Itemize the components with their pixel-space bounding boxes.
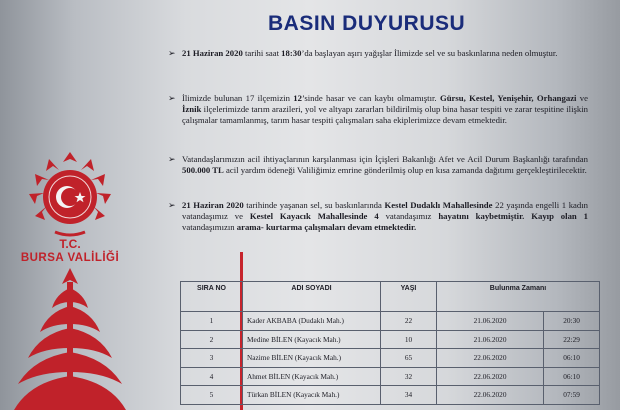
text: ilçelerimizde tarım arazileri, yol ve altyapı zararları bildirilmiş olup bina hasar tespiti ve zarar tespitine ilişkin çalışmalar tamamlanmış, tarım hasar tespiti çalışmaları saha ekiplerimizce devam etmektedir.	[182, 104, 588, 125]
bold-text: Gürsu, Kestel, Yenişehir, Orhangazi	[439, 93, 577, 103]
paragraph-text	[168, 154, 588, 176]
cell-adi-soyadi: Nazime BİLEN (Kayacık Mah.)	[243, 349, 381, 368]
cell-sira-no: 3	[181, 349, 243, 368]
cell-yasi: 65	[381, 349, 437, 368]
text: Vatandaşlarımızın acil ihtiyaçlarının karşılanması için İçişleri Bakanlığı Afet ve Acil Durum Başkanlığı tarafından	[182, 154, 588, 164]
cell-date: 22.06.2020	[437, 349, 544, 368]
cell-time: 06:10	[544, 367, 600, 386]
table-row	[181, 349, 600, 368]
paragraph-text	[168, 93, 588, 126]
bold-text: Kestel Dudaklı Mahallesinde	[384, 200, 493, 210]
sidebar	[0, 0, 150, 410]
text: vatandaşımızın	[182, 222, 237, 232]
org-line-tc: T.C.	[59, 237, 81, 251]
bold-text: 18:30	[281, 48, 302, 58]
cell-yasi: 34	[381, 386, 437, 405]
bold-text: 21 Haziran 2020	[182, 48, 243, 58]
cell-time: 07:59	[544, 386, 600, 405]
cell-yasi: 32	[381, 367, 437, 386]
bold-text: Kestel Kayacık Mahallesinde 4	[249, 211, 379, 221]
bold-text: hayatını kaybetmiştir. Kayıp olan 1	[438, 211, 588, 221]
bold-text: 500.000 TL	[182, 165, 224, 175]
cell-adi-soyadi: Ahmet BİLEN (Kayacık Mah.)	[243, 367, 381, 386]
cell-sira-no: 4	[181, 367, 243, 386]
bold-text: 12	[293, 93, 302, 103]
arrow-right-icon: ➢	[168, 200, 176, 210]
cell-adi-soyadi: Türkan BİLEN (Kayacık Mah.)	[243, 386, 381, 405]
table-row	[181, 330, 600, 349]
cell-yasi: 22	[381, 312, 437, 331]
announcement-paragraph-1	[168, 48, 588, 59]
text: 22 yaşında engelli 1 kadın vatandaşımız ve	[182, 200, 589, 221]
tc-valilik-emblem-icon	[25, 150, 115, 240]
text: İlimizde bulunan 17 ilçemizin	[182, 93, 294, 103]
text: tarihi saat	[242, 48, 282, 58]
text: vatandaşımız	[378, 211, 439, 221]
cell-time: 20:30	[544, 312, 600, 331]
org-line-valilik: BURSA VALİLİĞİ	[20, 252, 120, 264]
cell-time: 06:10	[544, 349, 600, 368]
col-header-sira-no: SIRA NO	[181, 282, 243, 312]
paragraph-text	[168, 48, 588, 59]
page-title: BASIN DUYURUSU	[268, 12, 466, 35]
cell-time: 22:29	[544, 330, 600, 349]
text: acil yardım ödeneği Valiliğimiz emrine gönderilmiş olup en kısa zamanda dağıtımı gerçekleştirilecektir.	[223, 165, 587, 175]
casualty-table	[180, 281, 600, 410]
cell-adi-soyadi: Kader AKBABA (Dudaklı Mah.)	[243, 312, 381, 331]
cell-adi-soyadi: Medine BİLEN (Kayacık Mah.)	[243, 330, 381, 349]
cell-sira-no: 5	[181, 386, 243, 405]
text: ve	[576, 93, 588, 103]
cell-date: 22.06.2020	[437, 386, 544, 405]
col-header-yasi: YAŞI	[381, 282, 437, 312]
bold-text: arama- kurtarma çalışmaları devam etmektedir.	[236, 222, 417, 232]
text: ’da başlayan aşırı yağışlar İlimizde sel ve su baskınlarına neden olmuştur.	[301, 48, 558, 58]
announcement-paragraph-3	[168, 154, 588, 176]
table-row	[181, 367, 600, 386]
table-row	[181, 312, 600, 331]
paragraph-text	[168, 200, 588, 233]
arrow-right-icon: ➢	[168, 154, 176, 164]
bold-text: İznik	[182, 104, 202, 114]
col-header-adi-soyadi: ADI SOYADI	[243, 282, 381, 312]
cell-sira-no: 2	[181, 330, 243, 349]
text: tarihinde yaşanan sel, su baskınlarında	[243, 200, 385, 210]
bold-text: 21 Haziran 2020	[182, 200, 244, 210]
col-header-bulunma-zamani: Bulunma Zamanı	[437, 282, 600, 312]
cell-yasi: 10	[381, 330, 437, 349]
announcement-paragraph-2	[168, 93, 588, 126]
arrow-right-icon: ➢	[168, 48, 176, 58]
ottoman-pattern-icon	[14, 268, 126, 410]
arrow-right-icon: ➢	[168, 93, 176, 103]
text: ’sinde hasar ve can kaybı olmamıştır.	[301, 93, 440, 103]
cell-date: 21.06.2020	[437, 312, 544, 331]
announcement-paragraph-4	[168, 200, 588, 233]
cell-sira-no: 1	[181, 312, 243, 331]
cell-date: 22.06.2020	[437, 367, 544, 386]
table-row	[181, 386, 600, 405]
cell-date: 21.06.2020	[437, 330, 544, 349]
